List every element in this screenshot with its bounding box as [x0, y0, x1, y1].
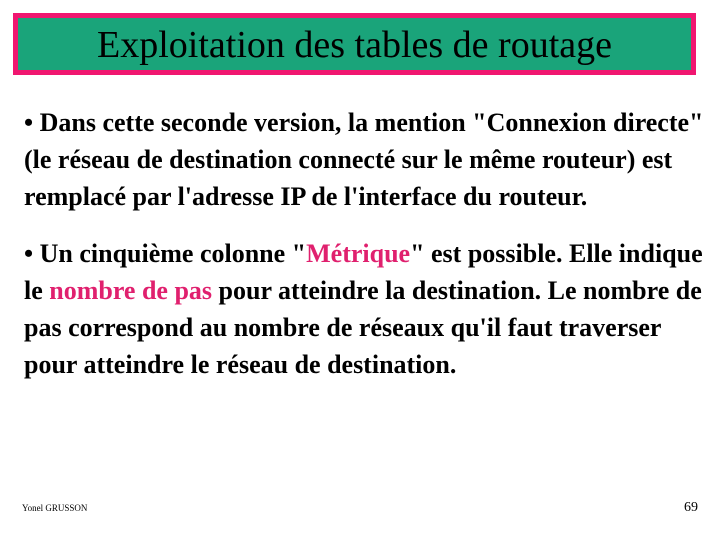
paragraph-2-part-3: pour atteindre la destination. Le nombre de pas correspond au nombre de réseaux qu'il faut traverser pour atteindre le réseau de destination. — [24, 276, 702, 379]
highlight-metrique: Métrique — [306, 239, 411, 268]
paragraph-1: • Dans cette seconde version, la mention "Connexion directe" (le réseau de destination connecté sur le même routeur) est remplacé par l'adresse IP de l'interface du routeur. — [24, 108, 704, 211]
paragraph-2-part-1: • Un cinquième colonne " — [24, 239, 307, 268]
highlight-nombre-de-pas: nombre de pas — [49, 276, 213, 305]
paragraph-2 — [24, 235, 704, 383]
slide-title: Exploitation des tables de routage — [97, 24, 612, 66]
page-number: 69 — [684, 500, 698, 515]
slide-content — [24, 104, 704, 383]
footer-author: Yonel GRUSSON — [22, 503, 88, 513]
title-banner — [13, 13, 696, 75]
paragraph-2-part-2: " est possible. Elle indique le — [24, 239, 703, 305]
